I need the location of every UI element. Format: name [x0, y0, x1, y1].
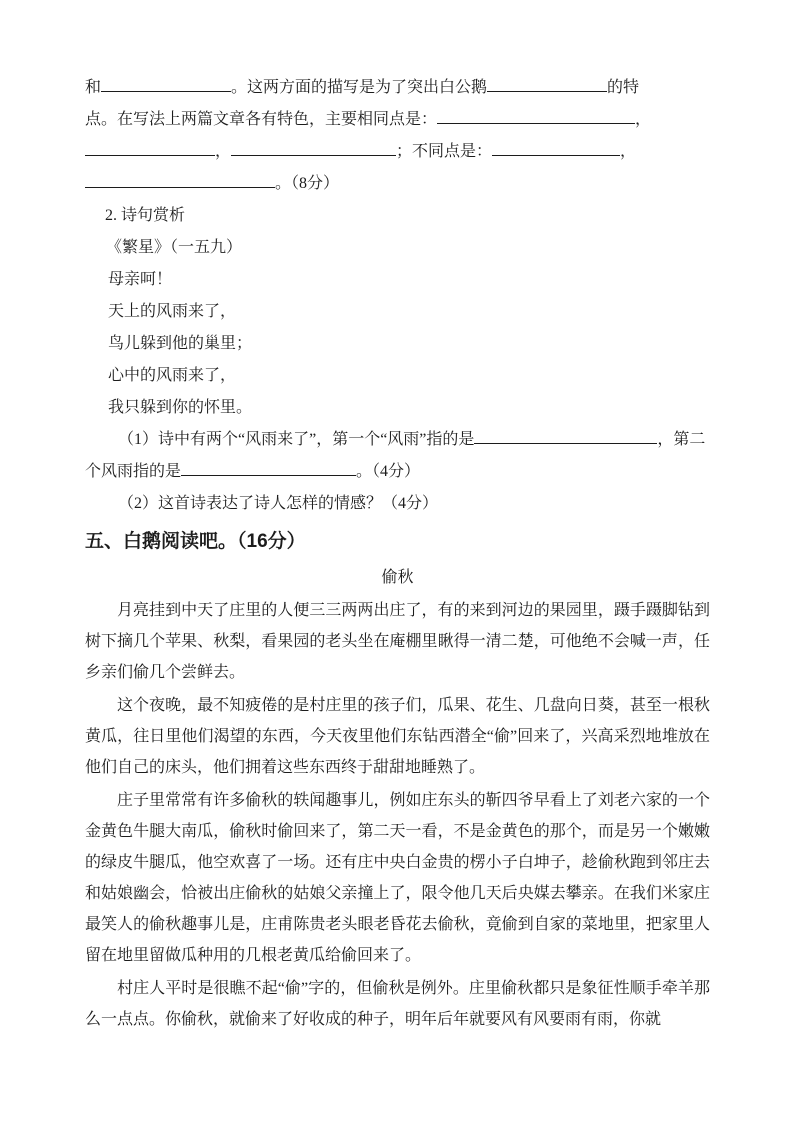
answer-blank — [487, 76, 607, 92]
text-run: 个风雨指的是 — [85, 463, 182, 480]
text-run: 。这两方面的描写是为了突出白公鹅 — [231, 79, 488, 96]
text-run: （1）诗中有两个“风雨来了”，第一个“风雨”指的是 — [118, 431, 475, 448]
text-line — [85, 104, 710, 136]
text-run: ，第二 — [657, 431, 706, 448]
poem-title: 《繁星》（一五九） — [106, 239, 243, 256]
text-run: 。（4分） — [356, 463, 421, 480]
answer-blank — [231, 140, 396, 156]
answer-blank — [85, 172, 275, 188]
passage-paragraph: 村庄人平时是很瞧不起“偷”字的，但偷秋是例外。庄里偷秋都只是象征性顺手牵羊那么一点点。你偷秋，就偷来了好收成的种子，明年后年就要风有风要雨有雨，你就 — [85, 980, 710, 1028]
page-content — [85, 72, 710, 1035]
text-line — [85, 72, 710, 104]
text-run: 的特 — [607, 79, 640, 96]
poem-question-1 — [85, 424, 710, 488]
poem-line: 我只躲到你的怀里。 — [108, 399, 253, 416]
reading-passage — [85, 561, 710, 1035]
poem-line: 鸟儿躲到他的巢里； — [108, 335, 253, 352]
text-line — [85, 424, 710, 456]
poem-line: 天上的风雨来了， — [108, 303, 237, 320]
text-run: 和 — [85, 79, 102, 96]
section-heading: 五、白鹅阅读吧。（16分） — [85, 531, 306, 552]
text-line — [85, 136, 710, 168]
answer-blank — [492, 140, 620, 156]
text-run: ， — [215, 143, 232, 160]
reading-passage-title: 偷秋 — [381, 569, 414, 586]
passage-paragraph: 这个夜晚，最不知疲倦的是村庄里的孩子们，瓜果、花生、几盘向日葵，甚至一根秋黄瓜，往日里他们渴望的东西，今天夜里他们东钻西潜全“偷”回来了，兴高采烈地堆放在他们自己的床头，他们拥着这些东西终于甜甜地睡熟了。 — [85, 697, 710, 776]
poem-analysis-section — [85, 200, 710, 520]
poem-line: 心中的风雨来了， — [108, 367, 237, 384]
text-line — [85, 456, 710, 488]
answer-blank — [85, 140, 215, 156]
passage-paragraph: 庄子里常常有许多偷秋的轶闻趣事儿，例如庄东头的靳四爷早看上了刘老六家的一个金黄色牛腿大南瓜，偷秋时偷回来了，第二天一看，不是金黄色的那个，而是另一个嫩嫩的绿皮牛腿瓜，他空欢喜了一场。还有庄中央白金贵的楞小子白坤子，趁偷秋跑到邻庄去和姑娘幽会，恰被出庄偷秋的姑娘父亲撞上了，限令他几天后央媒去攀亲。在我们米家庄最笑人的偷秋趣事儿是，庄甫陈贵老头眼老昏花去偷秋，竟偷到自家的菜地里，把家里人留在地里留做瓜种用的几根老黄瓜给偷回来了。 — [85, 792, 710, 964]
poem-question-2: （2）这首诗表达了诗人怎样的情感？（4分） — [118, 495, 439, 512]
answer-blank — [181, 460, 356, 476]
poem-line: 母亲呵！ — [108, 271, 173, 288]
text-run: 点。在写法上两篇文章各有特色，主要相同点是： — [85, 111, 438, 128]
answer-blank — [474, 428, 657, 444]
text-run: ， — [620, 143, 637, 160]
answer-blank — [437, 108, 635, 124]
text-run: ， — [635, 111, 652, 128]
fill-blank-question — [85, 72, 710, 200]
passage-paragraph: 月亮挂到中天了庄里的人便三三两两出庄了，有的来到河边的果园里，蹑手蹑脚钻到树下摘几个苹果、秋梨，看果园的老头坐在庵棚里瞅得一清二楚，可他绝不会喊一声，任乡亲们偷几个尝鲜去。 — [85, 602, 710, 681]
text-run: ；不同点是： — [396, 143, 493, 160]
text-line — [85, 168, 710, 200]
text-run: 。（8分） — [275, 175, 340, 192]
answer-blank — [101, 76, 231, 92]
poem-item-label: 2. 诗句赏析 — [105, 207, 186, 224]
